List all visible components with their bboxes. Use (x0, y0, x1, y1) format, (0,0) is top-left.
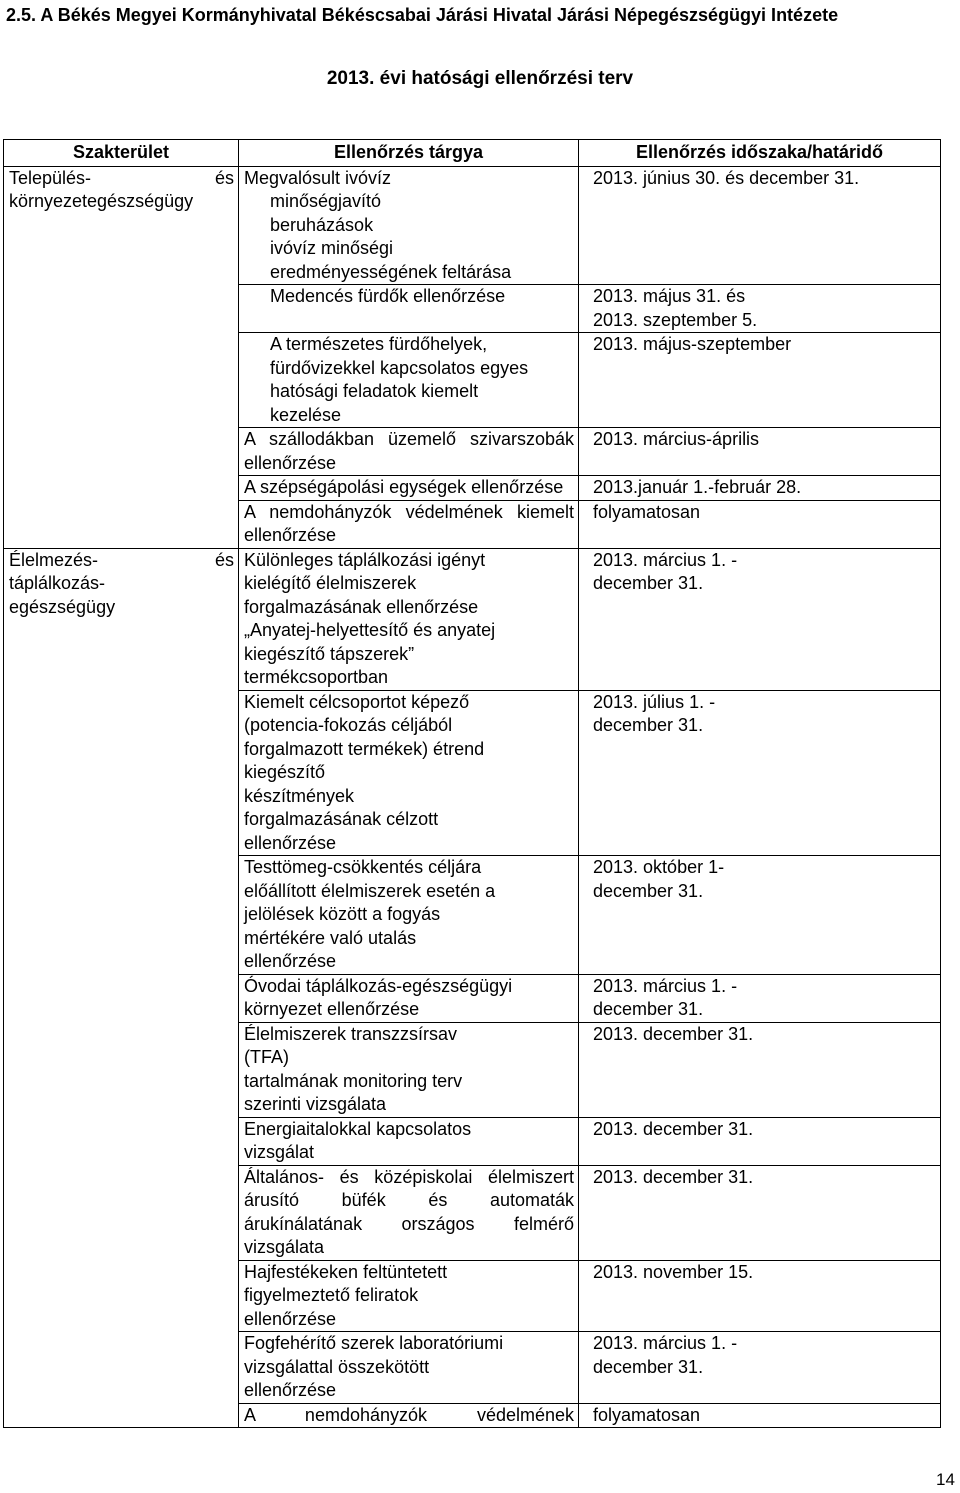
period-line: 2013. július 1. - (593, 691, 716, 712)
subject-line: Kiemelt célcsoportot képező (244, 691, 470, 712)
period-line: december 31. (593, 573, 704, 593)
subject-line: beruházások (270, 214, 374, 235)
period-line: 2013. március 1. - (593, 975, 738, 996)
subject-line: ellenőrzése (244, 1308, 337, 1329)
table-row (4, 548, 941, 690)
subject-line: minőségjavító (270, 191, 382, 211)
subject-line: mértékére való utalás (244, 927, 417, 948)
subject-line: Energiaitalokkal kapcsolatos (244, 1118, 472, 1139)
sector-line: táplálkozás- (9, 573, 106, 593)
sector-line: egészségügy (9, 596, 116, 617)
sector-line: környezetegészségügy (9, 191, 194, 211)
subject-line: Fogfehérítő szerek laboratóriumi (244, 1333, 504, 1353)
subject-text: A szállodákban üzemelő szivarszobák ellenőrzése (244, 429, 574, 473)
subject-cell (239, 856, 579, 975)
subject-line: kielégítő élelmiszerek (244, 573, 417, 593)
table-row (4, 166, 941, 285)
period-line: 2013. december 31. (593, 1166, 754, 1187)
period-line: 2013. november 15. (593, 1261, 754, 1282)
subject-cell (239, 1117, 579, 1165)
period-line: folyamatosan (593, 501, 701, 522)
period-cell (579, 856, 941, 975)
period-line: december 31. (593, 715, 704, 735)
sector-line: Település- és (9, 167, 234, 188)
subject-line: (potencia-fokozás céljából (244, 715, 453, 735)
column-header-period: Ellenőrzés időszaka/határidő (579, 140, 941, 167)
subject-line: „Anyatej-helyettesítő és anyatej (244, 620, 496, 640)
period-line: december 31. (593, 999, 704, 1019)
subject-line: tartalmának monitoring terv (244, 1070, 463, 1091)
page-number: 14 (936, 1470, 955, 1489)
period-line: 2013. május-szeptember (593, 334, 792, 354)
table-header-row (4, 140, 941, 167)
period-cell (579, 333, 941, 428)
subject-cell (239, 548, 579, 690)
subject-cell (239, 974, 579, 1022)
subject-cell (239, 1332, 579, 1404)
subject-line: A természetes fürdőhelyek, (270, 334, 488, 354)
period-cell (579, 1022, 941, 1117)
plan-title: 2013. évi hatósági ellenőrzési terv (326, 68, 634, 89)
period-cell (579, 166, 941, 285)
section-title: 2.5. A Békés Megyei Kormányhivatal Békéscsabai Járási Hivatal Járási Népegészségügyi Intézete (6, 5, 839, 25)
period-cell (579, 1165, 941, 1260)
period-line: 2013. június 30. és december 31. (593, 167, 860, 188)
subject-line: szerinti vizsgálata (244, 1094, 387, 1114)
period-cell (579, 476, 941, 501)
subject-line: (TFA) (244, 1047, 289, 1067)
period-line: december 31. (593, 1356, 704, 1377)
subject-line: fürdővizekkel kapcsolatos egyes (270, 357, 529, 378)
period-cell (579, 1117, 941, 1165)
subject-cell (239, 333, 579, 428)
subject-line: Élelmiszerek transzzsírsav (244, 1023, 458, 1044)
subject-line: figyelmeztető feliratok (244, 1285, 419, 1305)
subject-text: A nemdohányzók védelmének kiemelt ellenőrzése (244, 501, 574, 545)
subject-cell (239, 1403, 579, 1428)
subject-cell (239, 1022, 579, 1117)
subject-cell (239, 500, 579, 548)
subject-line: forgalmazásának ellenőrzése (244, 596, 479, 617)
subject-text: Általános- és középiskolai élelmiszert árusító büfék és automaták árukínálatának országos felmérő vizsgálata (244, 1166, 574, 1257)
subject-line: ellenőrzése (244, 832, 337, 853)
subject-line: kezelése (270, 404, 342, 425)
period-line: 2013. szeptember 5. (593, 309, 758, 330)
subject-line: Megvalósult ivóvíz (244, 167, 392, 188)
period-cell (579, 428, 941, 476)
subject-cell (239, 476, 579, 501)
column-header-subject: Ellenőrzés tárgya (239, 140, 579, 167)
subject-line: eredményességének feltárása (270, 261, 512, 282)
period-line: 2013. december 31. (593, 1118, 754, 1139)
period-line: 2013. március 1. - (593, 549, 738, 570)
subject-line: Hajfestékeken feltüntetett (244, 1261, 448, 1282)
sector-cell-nutrition (4, 548, 239, 1428)
subject-line: készítmények (244, 785, 355, 806)
subject-text: A nemdohányzók védelmének (244, 1404, 574, 1425)
period-line: december 31. (593, 880, 704, 901)
subject-line: forgalmazásának célzott (244, 809, 439, 829)
subject-line: vizsgálat (244, 1142, 315, 1162)
period-cell (579, 974, 941, 1022)
subject-line: Különleges táplálkozási igényt (244, 549, 486, 570)
subject-cell (239, 428, 579, 476)
period-cell (579, 548, 941, 690)
subject-line: környezet ellenőrzése (244, 999, 420, 1019)
sector-cell-environment (4, 166, 239, 548)
period-line: 2013. május 31. és (593, 286, 746, 306)
subject-line: jelölések között a fogyás (244, 904, 441, 924)
inspection-plan-table (3, 139, 941, 1428)
period-line: 2013. március-április (593, 429, 760, 449)
column-header-sector: Szakterület (4, 140, 239, 167)
subject-text: A szépségápolási egységek ellenőrzése (244, 477, 564, 497)
period-cell (579, 285, 941, 333)
subject-line: Óvodai táplálkozás-egészségügyi (244, 975, 513, 996)
period-line: 2013. december 31. (593, 1023, 754, 1044)
subject-line: előállított élelmiszerek esetén a (244, 880, 496, 901)
period-line: 2013.január 1.-február 28. (593, 477, 802, 497)
subject-line: hatósági feladatok kiemelt (270, 381, 479, 401)
subject-cell (239, 690, 579, 856)
period-line: folyamatosan (593, 1404, 701, 1425)
period-cell (579, 500, 941, 548)
period-cell (579, 1403, 941, 1428)
subject-cell (239, 285, 579, 333)
subject-cell (239, 166, 579, 285)
subject-cell (239, 1165, 579, 1260)
subject-line: forgalmazott termékek) étrend (244, 738, 485, 759)
subject-line: Medencés fürdők ellenőrzése (270, 286, 506, 306)
period-cell (579, 1260, 941, 1332)
period-line: 2013. március 1. - (593, 1333, 738, 1353)
subject-line: ellenőrzése (244, 951, 337, 971)
subject-line: kiegészítő tápszerek” (244, 643, 415, 664)
period-cell (579, 1332, 941, 1404)
sector-line: Élelmezés- és (9, 549, 234, 570)
subject-line: ivóvíz minőségi (270, 238, 394, 258)
period-line: 2013. október 1- (593, 857, 725, 877)
subject-cell (239, 1260, 579, 1332)
subject-line: Testtömeg-csökkentés céljára (244, 857, 482, 877)
subject-line: vizsgálattal összekötött (244, 1356, 430, 1377)
subject-line: ellenőrzése (244, 1380, 337, 1400)
subject-line: kiegészítő (244, 762, 326, 782)
subject-line: termékcsoportban (244, 667, 389, 687)
period-cell (579, 690, 941, 856)
